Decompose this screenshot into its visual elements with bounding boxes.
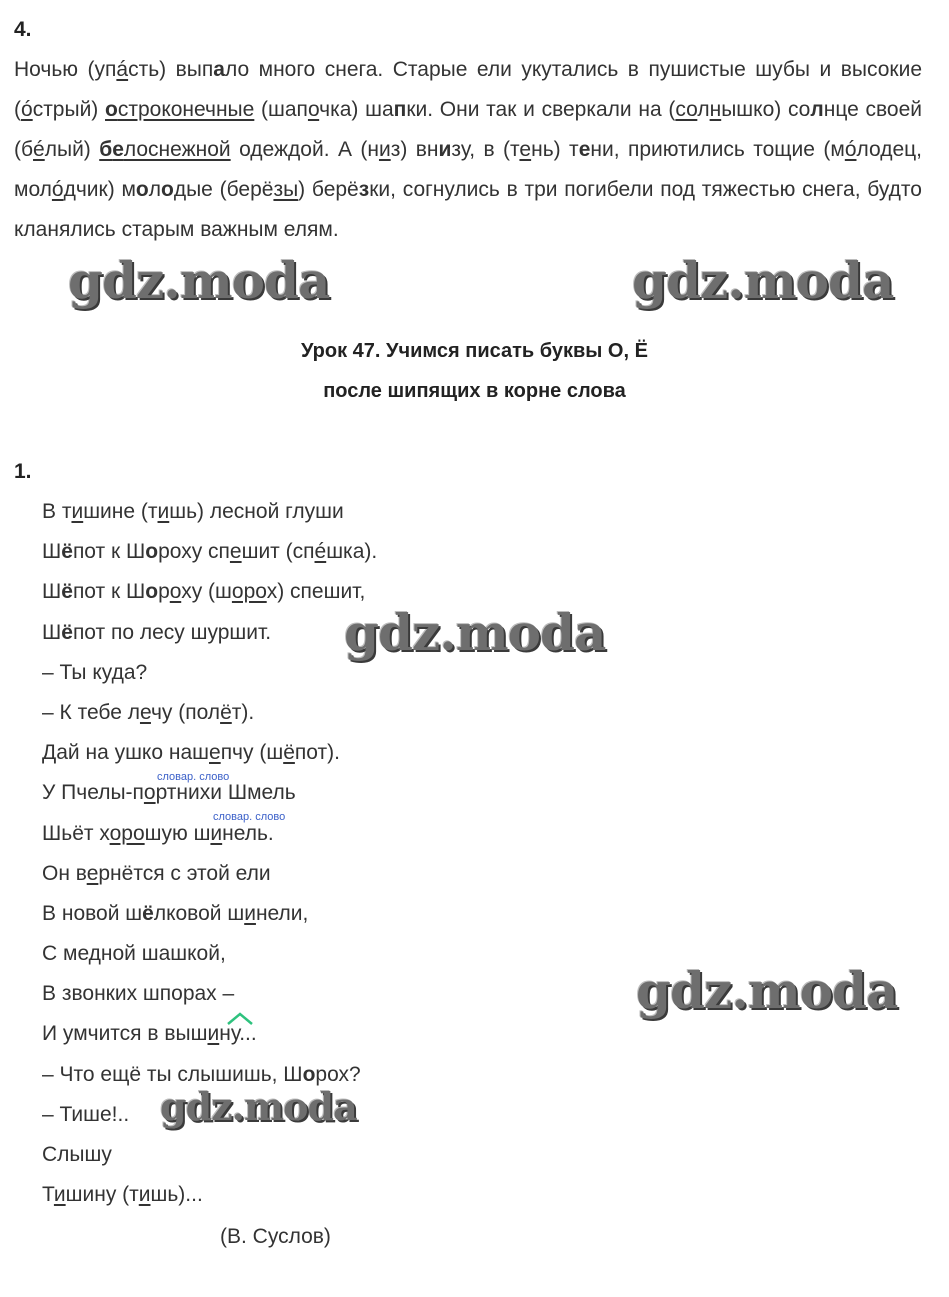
text-run: т).	[231, 700, 255, 724]
text-run: Слышу	[42, 1143, 112, 1166]
poem-line	[42, 733, 377, 773]
underlined-letter: и	[207, 1022, 220, 1046]
underlined-letter: н	[709, 98, 722, 121]
bold-letter: о	[135, 178, 149, 201]
text-run: ки. Они так и сверкали на (	[406, 98, 676, 121]
poem-line	[42, 613, 377, 653]
text-run: лковой ш	[153, 901, 245, 925]
bold-letter: л	[810, 98, 824, 121]
lesson-title-line-2: после шипящих в корне слова	[323, 380, 626, 402]
underlined-letter: зы	[273, 178, 299, 201]
underlined-letter: ё	[220, 700, 232, 724]
text-run: лый)	[44, 138, 100, 161]
underlined-letter: é	[33, 138, 45, 161]
watermark: gdz.moda	[344, 603, 606, 662]
text-run: шине (т	[83, 500, 158, 523]
text-run: – Ты куда?	[42, 660, 148, 684]
bold-letter: ё	[61, 620, 73, 644]
text-run: В звонких шпорах –	[42, 982, 235, 1006]
bold-letter: о	[145, 580, 159, 604]
text-run: дчик) м	[63, 178, 136, 201]
text-run: одеждой. А (н	[230, 138, 379, 161]
text-run: л	[697, 98, 710, 121]
text-run: ху (ш	[181, 580, 232, 604]
watermark: gdz.moda	[160, 1084, 357, 1129]
text-run: шь)...	[150, 1183, 203, 1207]
text-run: ки, согнулись в три погибели под тяжестью снега, будто кланялись старым важным елям.	[14, 178, 922, 241]
text-run: лодец, мол	[14, 138, 923, 201]
poem-line	[42, 814, 377, 854]
underlined-letter: ó	[21, 98, 33, 121]
underlined-letter: о	[143, 781, 156, 805]
text-run: ышко) со	[721, 98, 811, 121]
text-run: (шап	[254, 98, 308, 121]
underlined-letter: ё	[283, 741, 295, 765]
underlined-letter: со	[675, 98, 698, 121]
bold-underlined-letter: о	[105, 98, 118, 121]
text-run: Ш	[42, 540, 62, 564]
underlined-letter: и	[71, 500, 84, 523]
text-run: Дай на ушко наш	[42, 741, 209, 765]
underlined-letter: е	[139, 700, 151, 724]
poem-line	[42, 653, 377, 693]
text-run: ло много снега. Старые ели укутались в пушистые шубы и высокие (	[14, 58, 923, 121]
bold-letter: о	[302, 1062, 316, 1086]
poem-line	[42, 1175, 377, 1215]
text-run: сть) вып	[128, 58, 214, 81]
text-run: С медной шашкой,	[42, 942, 226, 966]
underlined-letter: о	[307, 98, 320, 121]
underlined-letter: о	[169, 580, 182, 604]
text-run: В новой ш	[42, 901, 143, 925]
bold-letter: з	[358, 178, 370, 201]
bold-letter: ё	[142, 901, 154, 925]
text-run: И умчится в выш	[42, 1022, 208, 1046]
text-run: рнётся с этой ели	[98, 861, 271, 885]
dictionary-word-note: словар. слово	[213, 811, 286, 823]
text-run: нели,	[255, 901, 309, 925]
stress-mark-icon	[226, 1012, 254, 1026]
watermark: gdz.moda	[68, 251, 330, 310]
bold-letter: о	[161, 178, 174, 201]
text-run: рох?	[315, 1062, 361, 1086]
text-run: В т	[42, 500, 72, 523]
lesson-title-line-1: Урок 47. Учимся писать буквы О, Ё	[301, 340, 648, 362]
bold-letter: и	[438, 138, 452, 161]
text-run: нель.	[222, 821, 274, 845]
text-run: пот).	[294, 741, 340, 765]
underlined-letter: и	[244, 901, 256, 925]
underlined-letter: á	[116, 58, 129, 81]
poem-line	[42, 572, 377, 612]
text-run: нце своей (б	[14, 98, 923, 161]
text-run: пот к Ш	[72, 580, 146, 604]
text-run: шит (сп	[241, 540, 315, 564]
watermark: gdz.moda	[636, 961, 898, 1020]
text-run: зу, в (т	[451, 138, 520, 161]
bold-letter: п	[393, 98, 407, 121]
text-run: Шьёт х	[42, 821, 110, 845]
underlined-letter: и	[378, 138, 391, 161]
text-run: пчу (ш	[220, 741, 284, 765]
bold-letter: о	[145, 540, 159, 564]
text-run: л	[148, 178, 161, 201]
bold-letter: а	[213, 58, 225, 81]
text-run: х) спешит,	[266, 580, 366, 604]
text-run: ни, приютились тощие (м	[590, 138, 845, 161]
underlined-letter: ó	[51, 178, 64, 201]
text-run: – К тебе л	[42, 700, 140, 724]
text-run: шь) лесной глуши	[169, 500, 344, 523]
text-run: ну...	[219, 1022, 257, 1046]
underlined-letter: е	[519, 138, 532, 161]
underlined-letter: и	[53, 1183, 66, 1207]
text-run: пот по лесу шуршит.	[72, 620, 272, 644]
underlined-letter: оро	[109, 821, 145, 845]
bold-letter: е	[578, 138, 591, 161]
text-run: з) вн	[390, 138, 439, 161]
exercise-1-number: 1.	[14, 460, 32, 483]
text-run: ртнихи Шмель	[155, 781, 296, 805]
text-run: Т	[42, 1183, 54, 1207]
text-run: стрый)	[32, 98, 106, 121]
poem-line	[42, 854, 377, 894]
text-run: пот к Ш	[72, 540, 146, 564]
text-run: ) берё	[298, 178, 359, 201]
underlined-letter: и	[157, 500, 170, 523]
poem-line	[42, 894, 377, 934]
poem-line	[42, 532, 377, 572]
poem-line	[42, 492, 377, 532]
text-run: Он в	[42, 861, 87, 885]
text-run: – Что ещё ты слышишь, Ш	[42, 1062, 303, 1086]
underlined-letter: ó	[844, 138, 857, 161]
underlined-letter: е	[229, 540, 242, 564]
bold-letter: ё	[61, 580, 73, 604]
exercise-4-paragraph	[14, 50, 922, 250]
bold-underlined-letter: е	[112, 138, 124, 161]
text-run: роху сп	[158, 540, 230, 564]
poem-line	[42, 974, 377, 1014]
text-run: шка).	[326, 540, 378, 564]
text-run: нь) т	[531, 138, 579, 161]
underlined-letter: строконечные	[117, 98, 255, 121]
poem-line	[42, 693, 377, 733]
underlined-letter: и	[210, 821, 223, 845]
text-run: чу (пол	[150, 700, 221, 724]
text-run: дые (берё	[173, 178, 274, 201]
text-run: Ночью (уп	[14, 58, 117, 81]
poem-author: (В. Суслов)	[220, 1225, 331, 1248]
underlined-letter: е	[86, 861, 99, 885]
underlined-letter: и	[138, 1183, 151, 1207]
text-run: шую ш	[144, 821, 211, 845]
underlined-letter: é	[314, 540, 327, 564]
poem-line	[42, 1135, 377, 1175]
text-run: – Тише!..	[42, 1102, 130, 1126]
text-run: чка) ша	[319, 98, 394, 121]
bold-underlined-letter: б	[99, 138, 113, 161]
poem-line	[42, 1014, 377, 1054]
dictionary-word-note: словар. слово	[157, 771, 230, 783]
exercise-4-number: 4.	[14, 18, 32, 41]
text-run: Ш	[42, 580, 62, 604]
poem-line	[42, 934, 377, 974]
text-run: шину (т	[65, 1183, 139, 1207]
underlined-letter: е	[209, 741, 221, 765]
text-run: Ш	[42, 620, 62, 644]
watermark: gdz.moda	[632, 251, 894, 310]
underlined-letter: лоснежной	[123, 138, 231, 161]
text-run: У Пчелы-п	[42, 781, 144, 805]
text-run: р	[158, 580, 170, 604]
underlined-letter: оро	[231, 580, 267, 604]
bold-letter: ё	[61, 540, 73, 564]
